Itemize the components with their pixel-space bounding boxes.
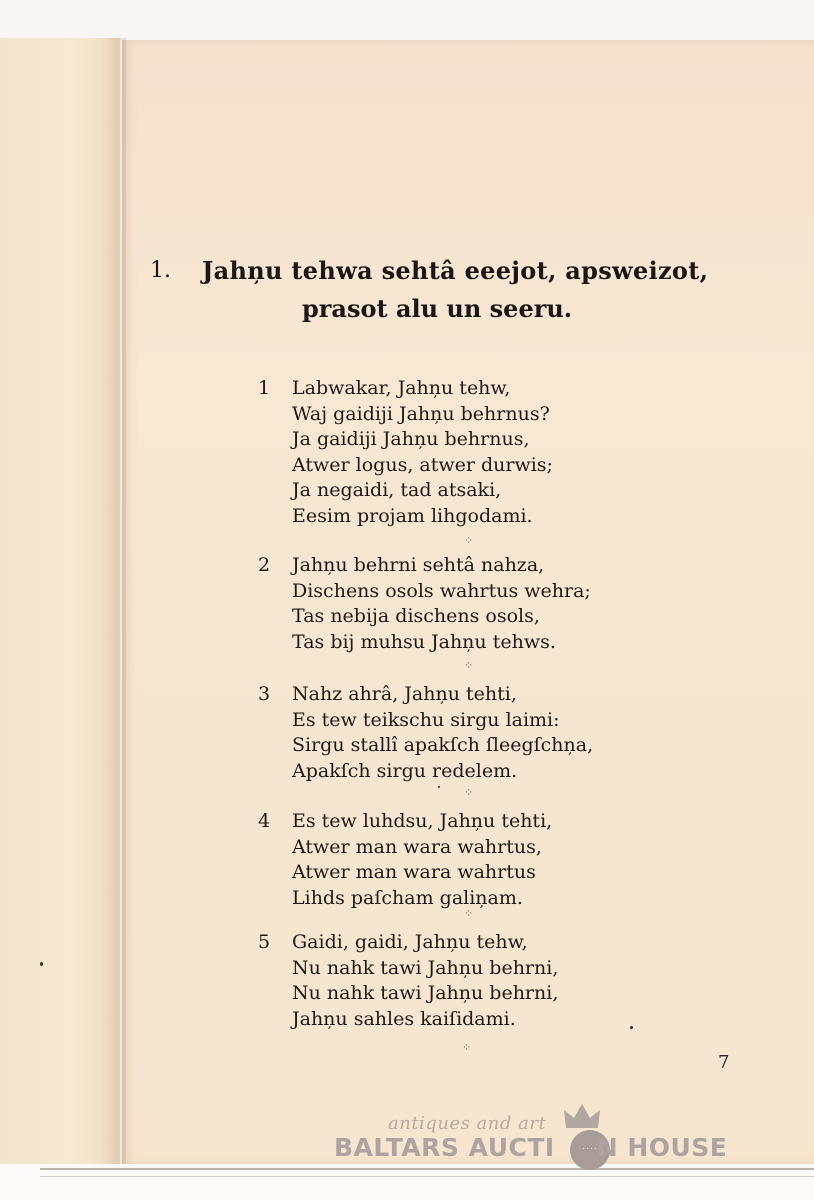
book-spine bbox=[100, 38, 126, 1170]
verse-line: Nu nahk tawi Jahņu behrni, bbox=[292, 982, 559, 1004]
verse-line: Sirgu stallî apakſch ſleegſchņa, bbox=[292, 734, 594, 756]
verse-line: Atwer logus, atwer durwis; bbox=[292, 453, 553, 476]
crown-icon bbox=[562, 1102, 602, 1132]
hymn-number: 1. bbox=[150, 258, 171, 283]
stanza-separator: ⁘ bbox=[464, 907, 474, 920]
verse-line: Lihds paſcham galiņam. bbox=[292, 886, 523, 909]
stanza-separator: ⁘ bbox=[464, 534, 474, 547]
watermark-name bbox=[334, 1133, 727, 1162]
stanza-number: 2 bbox=[258, 554, 271, 576]
watermark-tagline: antiques and art bbox=[388, 1113, 547, 1134]
page-edge-line bbox=[40, 1168, 814, 1170]
page-edge-line bbox=[40, 1176, 814, 1177]
verse-line: Es tew teikschu sirgu laimi: bbox=[292, 708, 560, 731]
verse-line: Atwer man wara wahrtus, bbox=[292, 835, 542, 858]
verse-line: Waj gaidiji Jahņu behrnus? bbox=[292, 402, 550, 425]
watermark-name-part-2: N HOUSE bbox=[596, 1133, 728, 1162]
watermark-logo-text: .... bbox=[582, 1142, 598, 1152]
stanza-lines bbox=[292, 682, 593, 784]
verse-line: Gaidi, gaidi, Jahņu tehw, bbox=[292, 931, 528, 953]
verse-line: Ja gaidiji Jahņu behrnus, bbox=[292, 428, 530, 450]
stanza-number: 1 bbox=[258, 377, 271, 399]
stanza-lines bbox=[292, 930, 558, 1032]
paper-speck bbox=[40, 962, 43, 966]
stanza-number: 4 bbox=[258, 810, 271, 832]
paper-speck bbox=[438, 786, 440, 788]
verse-line: Eesim projam lihgodami. bbox=[292, 504, 533, 527]
verse-line: Jahņu behrni sehtâ nahza, bbox=[292, 554, 545, 576]
hymn-title-line-1: Jahņu tehwa sehtâ eeejot, apsweizot, bbox=[202, 256, 709, 285]
top-background bbox=[0, 0, 814, 40]
paper-speck bbox=[630, 1026, 633, 1029]
stanza-lines bbox=[292, 376, 553, 529]
verse-line: Nu nahk tawi Jahņu behrni, bbox=[292, 956, 559, 979]
stanza-number: 3 bbox=[258, 683, 271, 705]
stanza-separator: ⁘ bbox=[462, 1041, 472, 1054]
verse-line: Apakſch sirgu redelem. bbox=[292, 759, 518, 782]
hymn-title-line-2: prasot alu un seeru. bbox=[302, 294, 573, 323]
page-number: 7 bbox=[718, 1052, 730, 1073]
verse-line: Labwakar, Jahņu tehw, bbox=[292, 377, 511, 399]
stanza-lines bbox=[292, 553, 591, 655]
stanza-separator: ⁘ bbox=[464, 786, 474, 799]
stanza-lines bbox=[292, 809, 552, 911]
verse-line: Es tew luhdsu, Jahņu tehti, bbox=[292, 810, 553, 832]
verse-line: Tas bij muhsu Jahņu tehws. bbox=[292, 630, 556, 653]
verse-line: Jahņu sahles kaiſidami. bbox=[292, 1007, 516, 1030]
verse-line: Atwer man wara wahrtus bbox=[292, 861, 536, 883]
verse-line: Tas nebija dischens osols, bbox=[292, 605, 540, 627]
verse-line: Nahz ahrâ, Jahņu tehti, bbox=[292, 683, 517, 705]
verse-line: Ja negaidi, tad atsaki, bbox=[292, 479, 502, 501]
verse-line: Dischens osols wahrtus wehra; bbox=[292, 579, 591, 602]
stanza-separator: ⁘ bbox=[464, 659, 474, 672]
stanza-number: 5 bbox=[258, 931, 271, 953]
watermark-name-part-1: BALTARS AUCTI bbox=[334, 1133, 555, 1162]
